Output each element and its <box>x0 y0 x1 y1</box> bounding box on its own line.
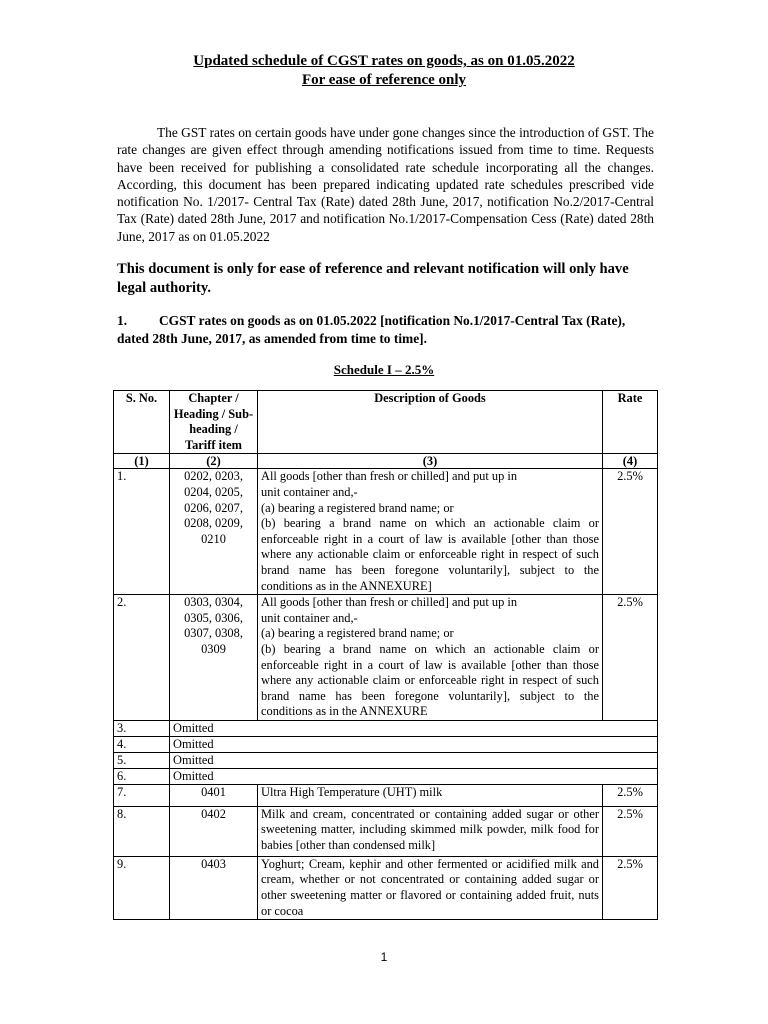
header-rate: Rate <box>603 391 658 454</box>
table-row <box>114 768 658 784</box>
schedule-title: Schedule I – 2.5% <box>333 362 435 377</box>
row-chapter: 0303, 0304, 0305, 0306, 0307, 0308, 0309 <box>170 595 258 721</box>
intro-paragraph <box>117 124 654 245</box>
table-row <box>114 784 658 806</box>
row-sno: 1. <box>114 469 170 595</box>
header-chapter: Chapter / Heading / Sub-heading / Tariff item <box>170 391 258 454</box>
row-sno: 5. <box>114 752 170 768</box>
row-chapter: 0402 <box>170 806 258 856</box>
row-chapter: 0403 <box>170 856 258 919</box>
page-number: 1 <box>380 950 388 964</box>
row-sno: 6. <box>114 768 170 784</box>
table-row <box>114 752 658 768</box>
row-sno: 7. <box>114 784 170 806</box>
row-sno: 9. <box>114 856 170 919</box>
description-line: (a) bearing a registered brand name; or <box>261 500 454 515</box>
description-line: unit container and,- <box>261 484 358 499</box>
column-number-row <box>114 454 658 469</box>
table-row <box>114 806 658 856</box>
col-number-2: (2) <box>170 454 258 469</box>
row-chapter: 0401 <box>170 784 258 806</box>
row-sno: 3. <box>114 720 170 736</box>
row-description: Yoghurt; Cream, kephir and other fermented or acidified milk and cream, whether or not concentrated or containing added sugar or other sweetening matter or flavored or containing added fruit, nuts or cocoa <box>258 856 603 919</box>
description-line: unit container and,- <box>261 610 358 625</box>
row-description <box>258 469 603 595</box>
table-row <box>114 736 658 752</box>
rate-schedule-table <box>113 390 658 920</box>
row-description: Ultra High Temperature (UHT) milk <box>258 784 603 806</box>
legal-note: This document is only for ease of reference and relevant notification will only have legal authority. <box>117 261 629 296</box>
row-rate: 2.5% <box>603 856 658 919</box>
row-sno: 2. <box>114 595 170 721</box>
header-sno: S. No. <box>114 391 170 454</box>
table-row <box>114 595 658 721</box>
description-line: (b) bearing a brand name on which an actionable claim or enforceable right in a court of law is available [other than those where any actionable claim or enforceable right in respect of such brand name has been foregone voluntarily], subject to the conditions as in the ANNEXURE] <box>261 516 599 593</box>
table-row <box>114 720 658 736</box>
description-line: All goods [other than fresh or chilled] and put up in <box>261 469 518 484</box>
row-rate: 2.5% <box>603 806 658 856</box>
col-number-3: (3) <box>258 454 603 469</box>
row-description <box>258 595 603 721</box>
col-number-1: (1) <box>114 454 170 469</box>
col-number-4: (4) <box>603 454 658 469</box>
section-heading <box>117 312 654 348</box>
row-omitted: Omitted <box>170 720 658 736</box>
row-omitted: Omitted <box>170 768 658 784</box>
description-line: All goods [other than fresh or chilled] and put up in <box>261 595 518 610</box>
row-sno: 4. <box>114 736 170 752</box>
row-chapter: 0202, 0203, 0204, 0205, 0206, 0207, 0208, 0209, 0210 <box>170 469 258 595</box>
row-omitted: Omitted <box>170 752 658 768</box>
intro-text: The GST rates on certain goods have under gone changes since the introduction of GST. The rate changes are given effect through amending notifications issued from time to time. Requests have been received for publishing a consolidated rate schedule incorporating all the changes. According, this document has been prepared indicating updated rate schedules prescribed vide notification No. 1/2017- Central Tax (Rate) dated 28th June, 2017, notification No.2/2017-Central Tax (Rate) dated 28th June, 2017 and notification No.1/2017-Compensation Cess (Rate) dated 28th June, 2017 as on 01.05.2022 <box>117 125 654 244</box>
row-rate: 2.5% <box>603 469 658 595</box>
document-title: Updated schedule of CGST rates on goods, as on 01.05.2022 <box>193 53 575 69</box>
section-text: CGST rates on goods as on 01.05.2022 [notification No.1/2017-Central Tax (Rate), dated 28th June, 2017, as amended from time to time]. <box>117 313 626 346</box>
description-line: (a) bearing a registered brand name; or <box>261 626 454 641</box>
table-header-row <box>114 391 658 454</box>
table-row <box>114 856 658 919</box>
row-rate: 2.5% <box>603 595 658 721</box>
row-omitted: Omitted <box>170 736 658 752</box>
document-subtitle: For ease of reference only <box>301 72 467 88</box>
row-description: Milk and cream, concentrated or containing added sugar or other sweetening matter, including skimmed milk powder, milk food for babies [other than condensed milk] <box>258 806 603 856</box>
section-number: 1. <box>117 313 128 328</box>
row-sno: 8. <box>114 806 170 856</box>
header-description: Description of Goods <box>258 391 603 454</box>
description-line: (b) bearing a brand name on which an actionable claim or enforceable right in a court of law is available [other than those where any actionable claim or enforceable right in respect of such brand name has been foregone voluntarily], subject to the conditions as in the ANNEXURE <box>261 641 599 719</box>
table-row <box>114 469 658 595</box>
row-rate: 2.5% <box>603 784 658 806</box>
